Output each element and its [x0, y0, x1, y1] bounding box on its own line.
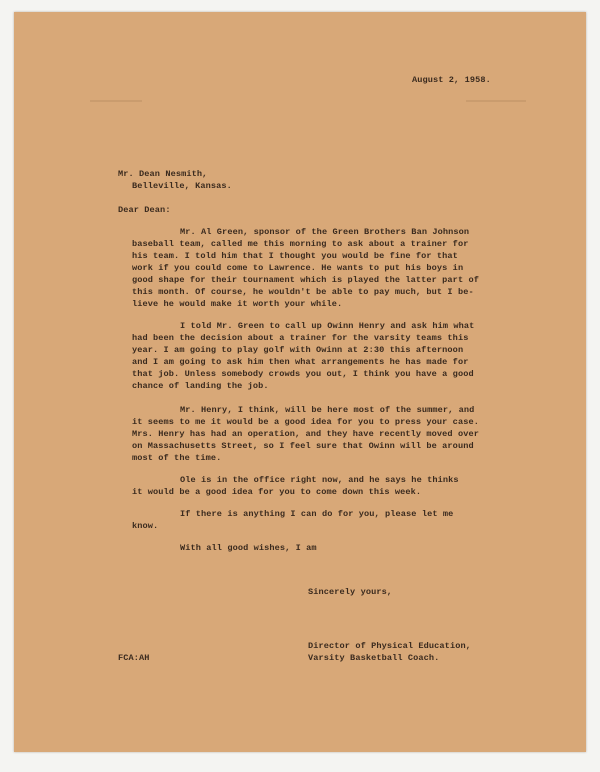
paragraph-line: year. I am going to play golf with Owinn at 2:30 this afternoon — [132, 345, 464, 355]
closing: Sincerely yours, — [308, 587, 393, 597]
recipient-name: Mr. Dean Nesmith, — [118, 169, 208, 179]
paragraph-line: Mrs. Henry has had an operation, and they have recently moved over — [132, 429, 479, 439]
paragraph-line: work if you could come to Lawrence. He wants to put his boys in — [132, 263, 464, 273]
letter-body — [14, 12, 586, 752]
paragraph-line: and I am going to ask him then what arrangements he has made for — [132, 357, 469, 367]
paragraph-line: lieve he would make it worth your while. — [132, 299, 343, 309]
paragraph-line: Mr. Henry, I think, will be here most of the summer, and — [180, 405, 475, 415]
paragraph-line: Mr. Al Green, sponsor of the Green Brothers Ban Johnson — [180, 227, 470, 237]
paragraph-line: Ole is in the office right now, and he says he thinks — [180, 475, 459, 485]
salutation: Dear Dean: — [118, 205, 171, 215]
paragraph-line: that job. Unless somebody crowds you out, I think you have a good — [132, 369, 474, 379]
paragraph-line: it seems to me it would be a good idea for you to press your case. — [132, 417, 479, 427]
paragraph-line: it would be a good idea for you to come down this week. — [132, 487, 422, 497]
letter-sheet — [14, 12, 586, 752]
paragraph-line: good shape for their tournament which is played the latter part of — [132, 275, 479, 285]
paragraph-line: on Massachusetts Street, so I feel sure that Owinn will be around — [132, 441, 474, 451]
signature-title-2: Varsity Basketball Coach. — [308, 653, 440, 663]
letter-date: August 2, 1958. — [412, 75, 491, 85]
recipient-location: Belleville, Kansas. — [132, 181, 232, 191]
paragraph-line: If there is anything I can do for you, please let me — [180, 509, 454, 519]
paragraph-line: know. — [132, 521, 159, 531]
paragraph-line: most of the time. — [132, 453, 222, 463]
paragraph-line: his team. I told him that I thought you would be fine for that — [132, 251, 458, 261]
signature-title-1: Director of Physical Education, — [308, 641, 471, 651]
paragraph-line: I told Mr. Green to call up Owinn Henry and ask him what — [180, 321, 475, 331]
paragraph-line: this month. Of course, he wouldn't be able to pay much, but I be- — [132, 287, 474, 297]
typist-initials: FCA:AH — [118, 653, 150, 663]
paragraph-line: chance of landing the job. — [132, 381, 269, 391]
paragraph-line: With all good wishes, I am — [180, 543, 317, 553]
paragraph-line: had been the decision about a trainer for the varsity teams this — [132, 333, 469, 343]
paragraph-line: baseball team, called me this morning to ask about a trainer for — [132, 239, 469, 249]
